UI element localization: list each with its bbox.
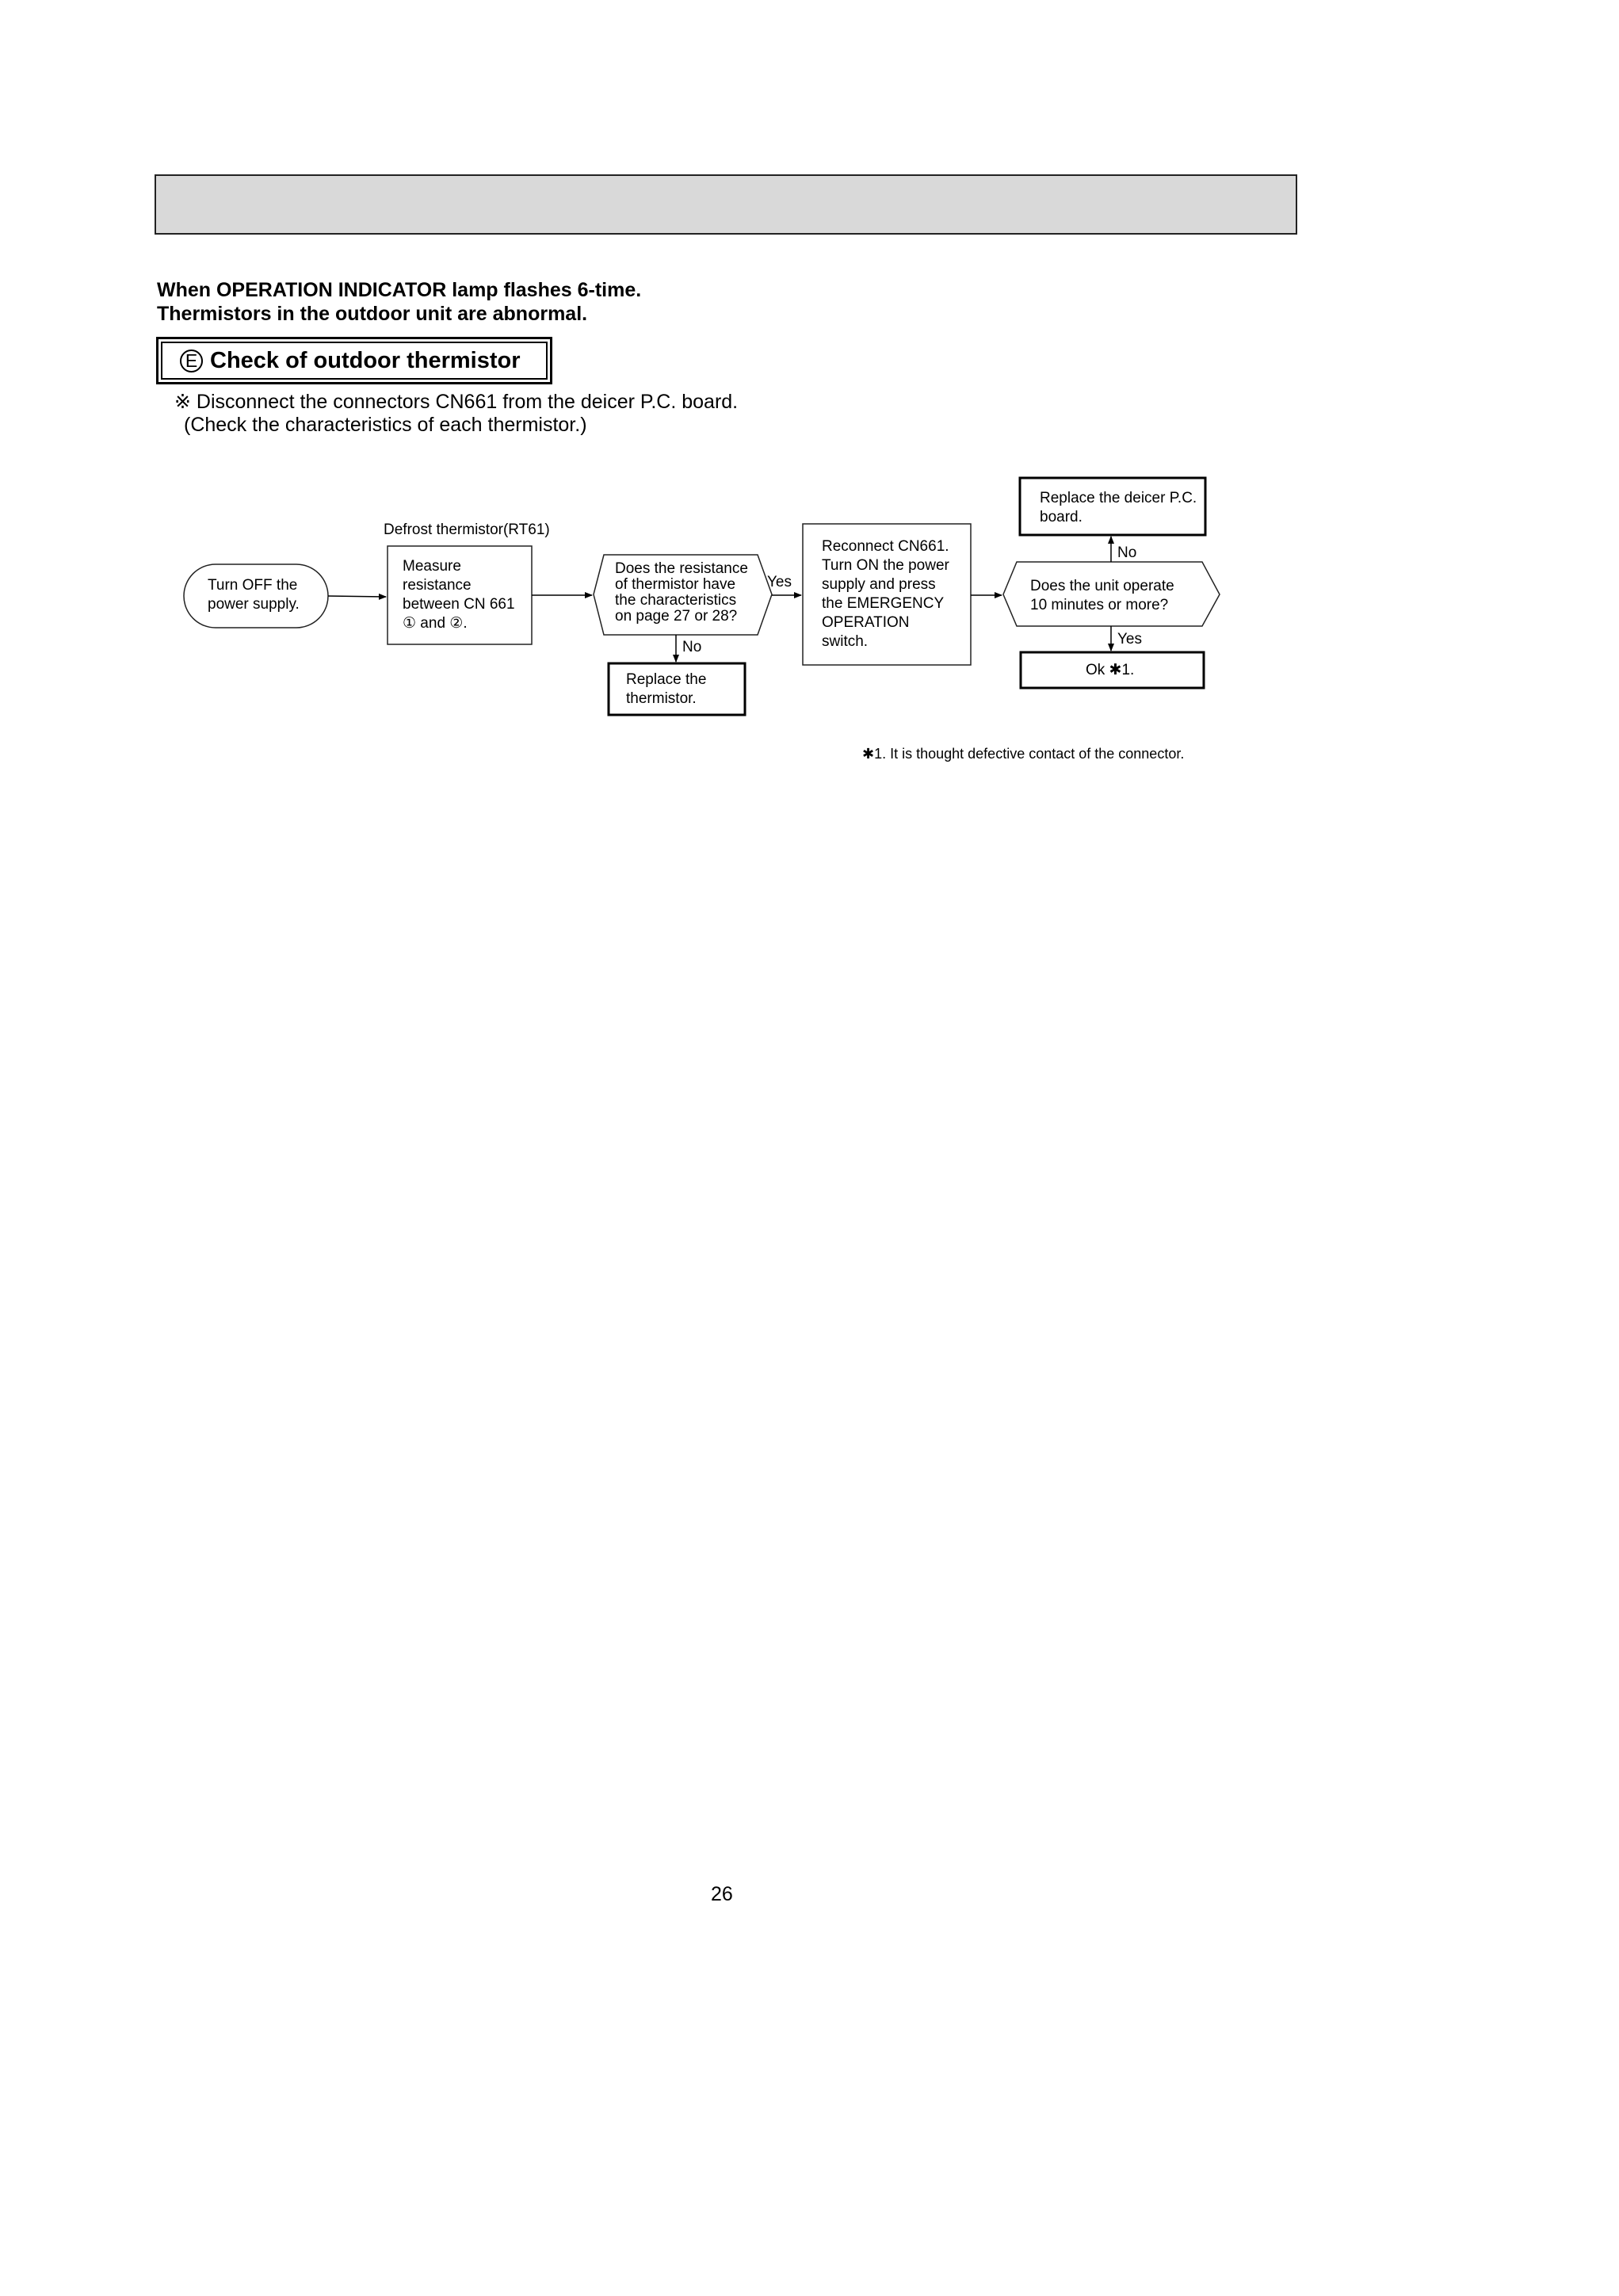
- question1-text: Does the resistance of thermistor have the characteristics on page 27 or 28?: [615, 560, 748, 625]
- note-line-1: ※ Disconnect the connectors CN661 from the deicer P.C. board.: [174, 391, 739, 413]
- reconnect-text: Reconnect CN661. Turn ON the power supply and press the EMERGENCY OPERATION switch.: [822, 538, 949, 650]
- replace-board-text: Replace the deicer P.C. board.: [1040, 490, 1197, 525]
- question2-no-label: No: [1117, 544, 1137, 561]
- question2-yes-label: Yes: [1117, 631, 1142, 648]
- ok-text: Ok ✱1.: [1086, 662, 1135, 678]
- page-number: 26: [711, 1883, 733, 1905]
- defrost-thermistor-label: Defrost thermistor(RT61): [384, 521, 550, 538]
- footnote: ✱1. It is thought defective contact of the connector.: [862, 746, 1185, 762]
- section-title: Check of outdoor thermistor: [210, 347, 521, 373]
- flowchart-diagram: [0, 0, 1619, 793]
- question1-no-label: No: [682, 639, 702, 655]
- arrow-start-to-measure: [328, 596, 386, 597]
- section-letter-badge: E: [180, 350, 203, 372]
- start-terminal-text: Turn OFF the power supply.: [208, 577, 300, 613]
- question1-yes-label: Yes: [767, 574, 792, 590]
- question2-text: Does the unit operate 10 minutes or more?: [1030, 578, 1174, 613]
- measure-text: Measure resistance between CN 661 ① and ②.: [403, 558, 515, 632]
- intro-line-1: When OPERATION INDICATOR lamp flashes 6-time.: [157, 279, 642, 301]
- note-line-2: (Check the characteristics of each thermistor.): [184, 414, 587, 436]
- intro-line-2: Thermistors in the outdoor unit are abnormal.: [157, 303, 588, 325]
- replace-thermistor-text: Replace the thermistor.: [626, 671, 707, 707]
